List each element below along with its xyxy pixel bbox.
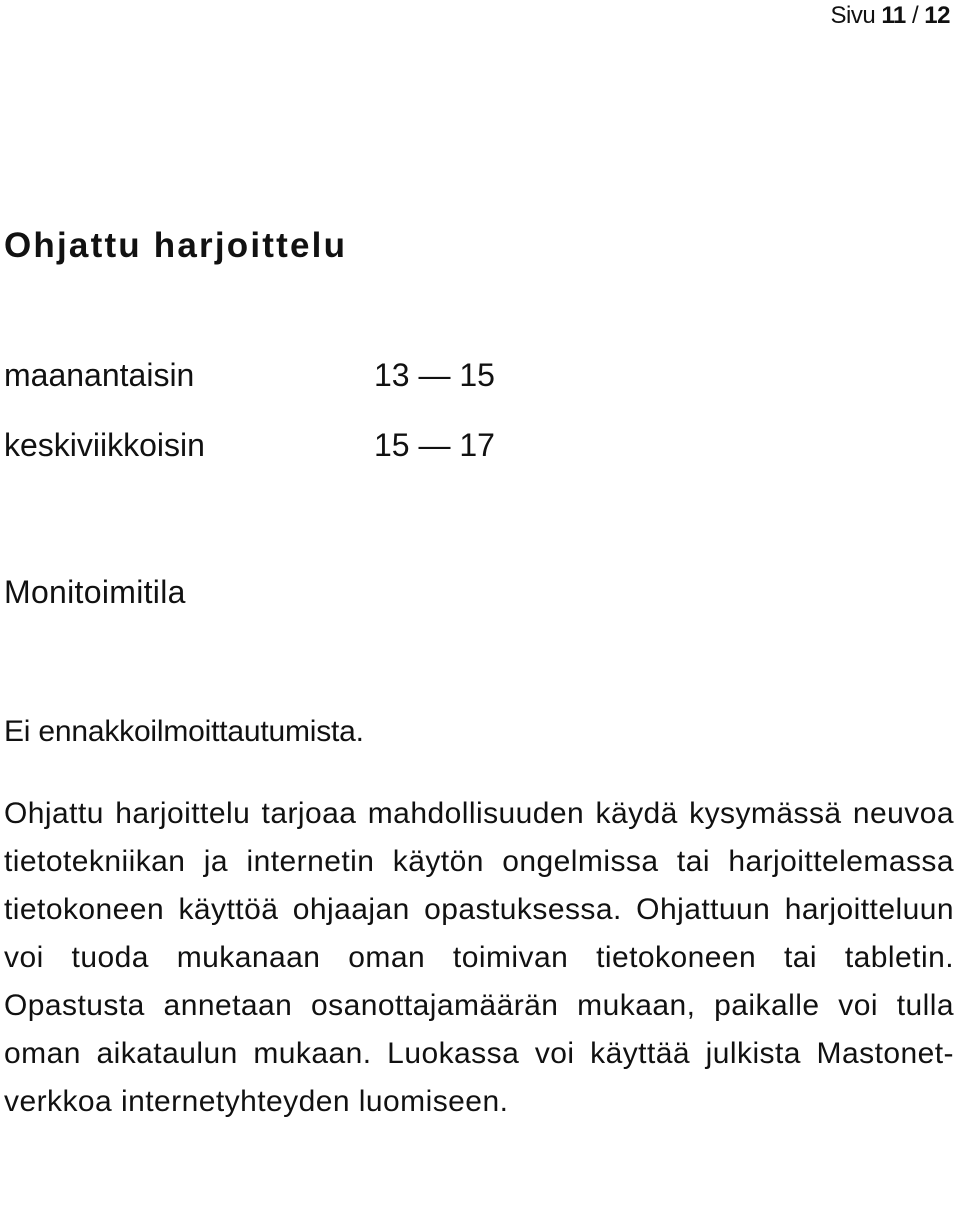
current-page: 11 xyxy=(881,2,906,29)
page-label: Sivu xyxy=(830,2,876,29)
registration-notice: Ei ennakkoilmoittautumista. xyxy=(4,715,364,748)
location: Monitoimitila xyxy=(4,574,186,610)
schedule-day: maanantaisin xyxy=(4,357,195,393)
schedule-day: keskiviikkoisin xyxy=(4,427,205,463)
schedule-time: 13 — 15 xyxy=(374,357,495,393)
page-title: Ohjattu harjoittelu xyxy=(4,226,348,265)
page-number xyxy=(831,2,950,30)
schedule-time: 15 — 17 xyxy=(374,427,495,463)
description-paragraph: Ohjattu harjoittelu tarjoaa mahdollisuuden käydä kysymässä neuvoa tietotekniikan ja internetin käytön ongelmissa tai harjoittelemassa tietokoneen käyttöä ohjaajan opastuksessa. Ohjattuun harjoitteluun voi tuoda mukanaan oman toimivan tietokoneen tai tabletin. Opastusta annetaan osanottajamäärän mukaan, paikalle voi tulla oman aikataulun mukaan. Luokassa voi käyttää julkista Mastonet-verkkoa internetyhteyden luomiseen. xyxy=(4,797,954,1118)
total-pages: 12 xyxy=(924,2,950,29)
page-separator: / xyxy=(911,2,919,29)
